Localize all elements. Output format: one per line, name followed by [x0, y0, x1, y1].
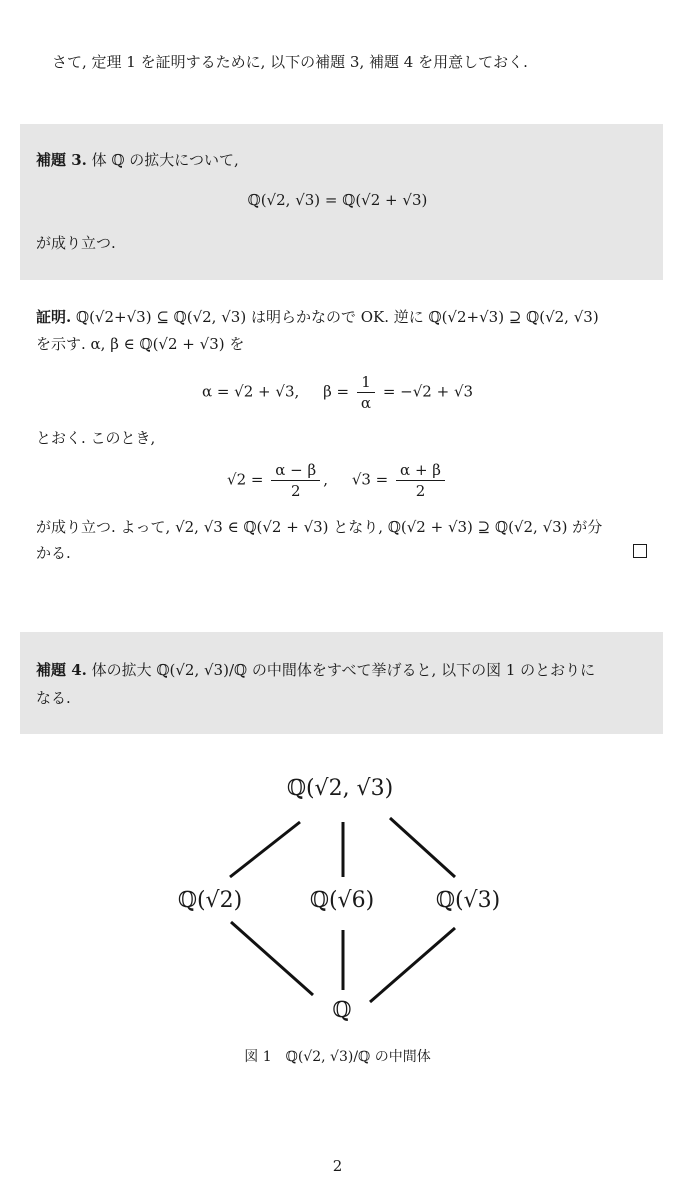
lemma4-label: 補題 4. — [36, 661, 87, 679]
node-top: ℚ(√2, √3) — [286, 776, 394, 801]
proof-line5: かる. — [36, 544, 71, 562]
lemma3-lead: 体 ℚ の拡大について, — [91, 151, 239, 169]
eq1-beta-lhs: β = — [323, 382, 350, 401]
eq2-a-den: 2 — [290, 482, 301, 500]
proof-line4: が成り立つ. よって, √2, √3 ∈ ℚ(√2 + √3) となり, ℚ(√2 + √3) ⊇ ℚ(√2, √3) が分 — [36, 518, 603, 536]
node-right: ℚ(√3) — [435, 888, 501, 913]
eq2-b-den: 2 — [415, 482, 426, 500]
eq1-alpha: α = √2 + √3, — [201, 382, 300, 401]
node-middle: ℚ(√6) — [309, 888, 375, 913]
eq2-a-num: α − β — [271, 460, 320, 481]
lemma3-label: 補題 3. — [36, 151, 87, 169]
eq1-frac-num: 1 — [357, 372, 375, 393]
eq2-b-num: α + β — [396, 460, 445, 481]
edge-left-bottom — [231, 922, 313, 995]
edge-right-bottom — [370, 928, 455, 1002]
eq2-sep: , — [323, 470, 328, 489]
lemma3-formula: ℚ(√2, √3) = ℚ(√2 + √3) — [247, 191, 428, 209]
lemma4-line2: なる. — [36, 689, 71, 707]
proof-label: 証明. — [36, 308, 72, 326]
node-left: ℚ(√2) — [177, 888, 243, 913]
lemma4-line1-text: 体の拡大 ℚ(√2, √3)/ℚ の中間体をすべて挙げると, 以下の図 1 のとおりに — [91, 661, 596, 679]
eq1-beta-rhs: = −√2 + √3 — [382, 382, 474, 401]
proof-line1-text: ℚ(√2+√3) ⊆ ℚ(√2, √3) は明らかなので OK. 逆に ℚ(√2+√3) ⊇ ℚ(√2, √3) — [76, 308, 599, 326]
proof-line3: とおく. このとき, — [36, 429, 156, 447]
eq2-b-lhs: √3 = — [351, 470, 389, 489]
eq2-a-lhs: √2 = — [227, 470, 264, 489]
page-number: 2 — [332, 1157, 343, 1175]
figure-caption: 図 1 ℚ(√2, √3)/ℚ の中間体 — [244, 1049, 431, 1065]
lemma3-close: が成り立つ. — [36, 234, 116, 252]
node-bottom: ℚ — [332, 998, 352, 1023]
edge-top-left — [230, 822, 300, 877]
edge-top-right — [390, 818, 455, 877]
eq1-frac-den: α — [360, 394, 372, 412]
intro-text: さて, 定理 1 を証明するために, 以下の補題 3, 補題 4 を用意しておく. — [52, 53, 528, 71]
proof-line2: を示す. α, β ∈ ℚ(√2 + √3) を — [36, 335, 245, 353]
